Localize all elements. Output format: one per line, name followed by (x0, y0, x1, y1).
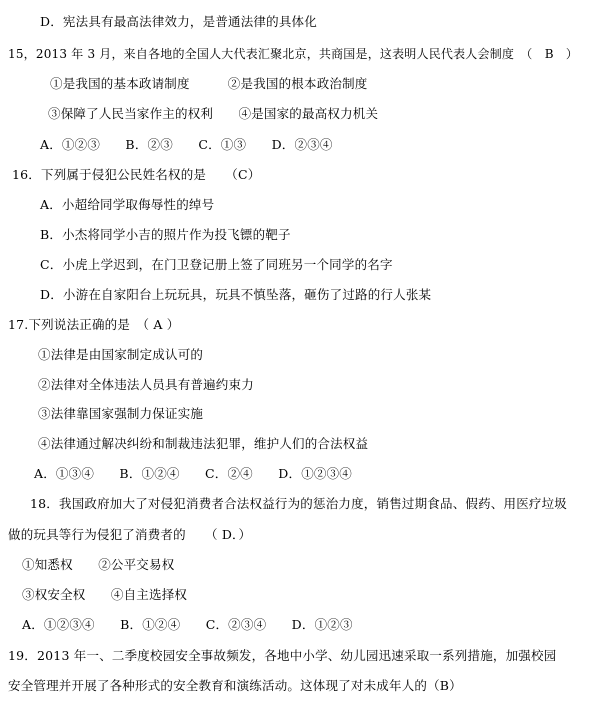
q18-stem-line-1: 18．我国政府加大了对侵犯消费者合法权益行为的惩治力度，销售过期食品、假药、用医疗垃圾 (30, 496, 568, 511)
q19-stem-line-1: 19．2013 年一、二季度校园安全事故频发，各地中小学、幼儿园迅速采取一系列措施，加强校园 (8, 648, 557, 663)
q16-stem: 16．下列属于侵犯公民姓名权的是 （C） (12, 167, 261, 182)
q17-item-4: ④法律通过解决纠纷和制裁违法犯罪，维护人们的合法权益 (38, 436, 369, 451)
q19-stem-line-2: 安全管理并开展了各种形式的安全教育和演练活动。这体现了对未成年人的（B） (8, 678, 462, 693)
q17-stem: 17.下列说法正确的是 （ A ） (8, 317, 180, 332)
q17-item-2: ②法律对全体违法人员具有普遍约束力 (38, 377, 254, 392)
q18-items-3-4: ③权安全权 ④自主选择权 (22, 587, 188, 602)
q15-items-3-4: ③保障了人民当家作主的权利 ④是国家的最高权力机关 (48, 106, 379, 121)
q17-item-3: ③法律靠国家强制力保证实施 (38, 406, 204, 421)
q17-options: A．①③④ B．①②④ C．②④ D．①②③④ (34, 466, 352, 481)
q15-options: A．①②③ B．②③ C．①③ D．②③④ (40, 137, 333, 152)
q17-item-1: ①法律是由国家制定成认可的 (38, 347, 204, 362)
q16-option-d: D．小游在自家阳台上玩玩具，玩具不慎坠落，砸伤了过路的行人张某 (40, 287, 432, 302)
q15-stem: 15，2013 年 3 月，来自各地的全国人大代表汇聚北京，共商国是，这表明人民代表人会制度 （ B ） (8, 47, 579, 61)
q16-option-a: A．小超给同学取侮辱性的绰号 (40, 197, 215, 212)
q15-items-1-2: ①是我国的基本政请制度 ②是我国的根本政治制度 (50, 76, 368, 91)
q18-options: A．①②③④ B．①②④ C．②③④ D．①②③ (22, 617, 353, 632)
q16-option-c: C．小虎上学迟到，在门卫登记册上签了同班另一个同学的名字 (40, 257, 393, 272)
q16-option-b: B．小杰将同学小吉的照片作为投飞镖的靶子 (40, 227, 291, 242)
q18-stem-line-2: 做的玩具等行为侵犯了消费者的 （ D．） (8, 527, 252, 542)
q18-items-1-2: ①知悉权 ②公平交易权 (22, 557, 175, 572)
q14-option-d: D．宪法具有最高法律效力，是普通法律的具体化 (40, 14, 317, 29)
